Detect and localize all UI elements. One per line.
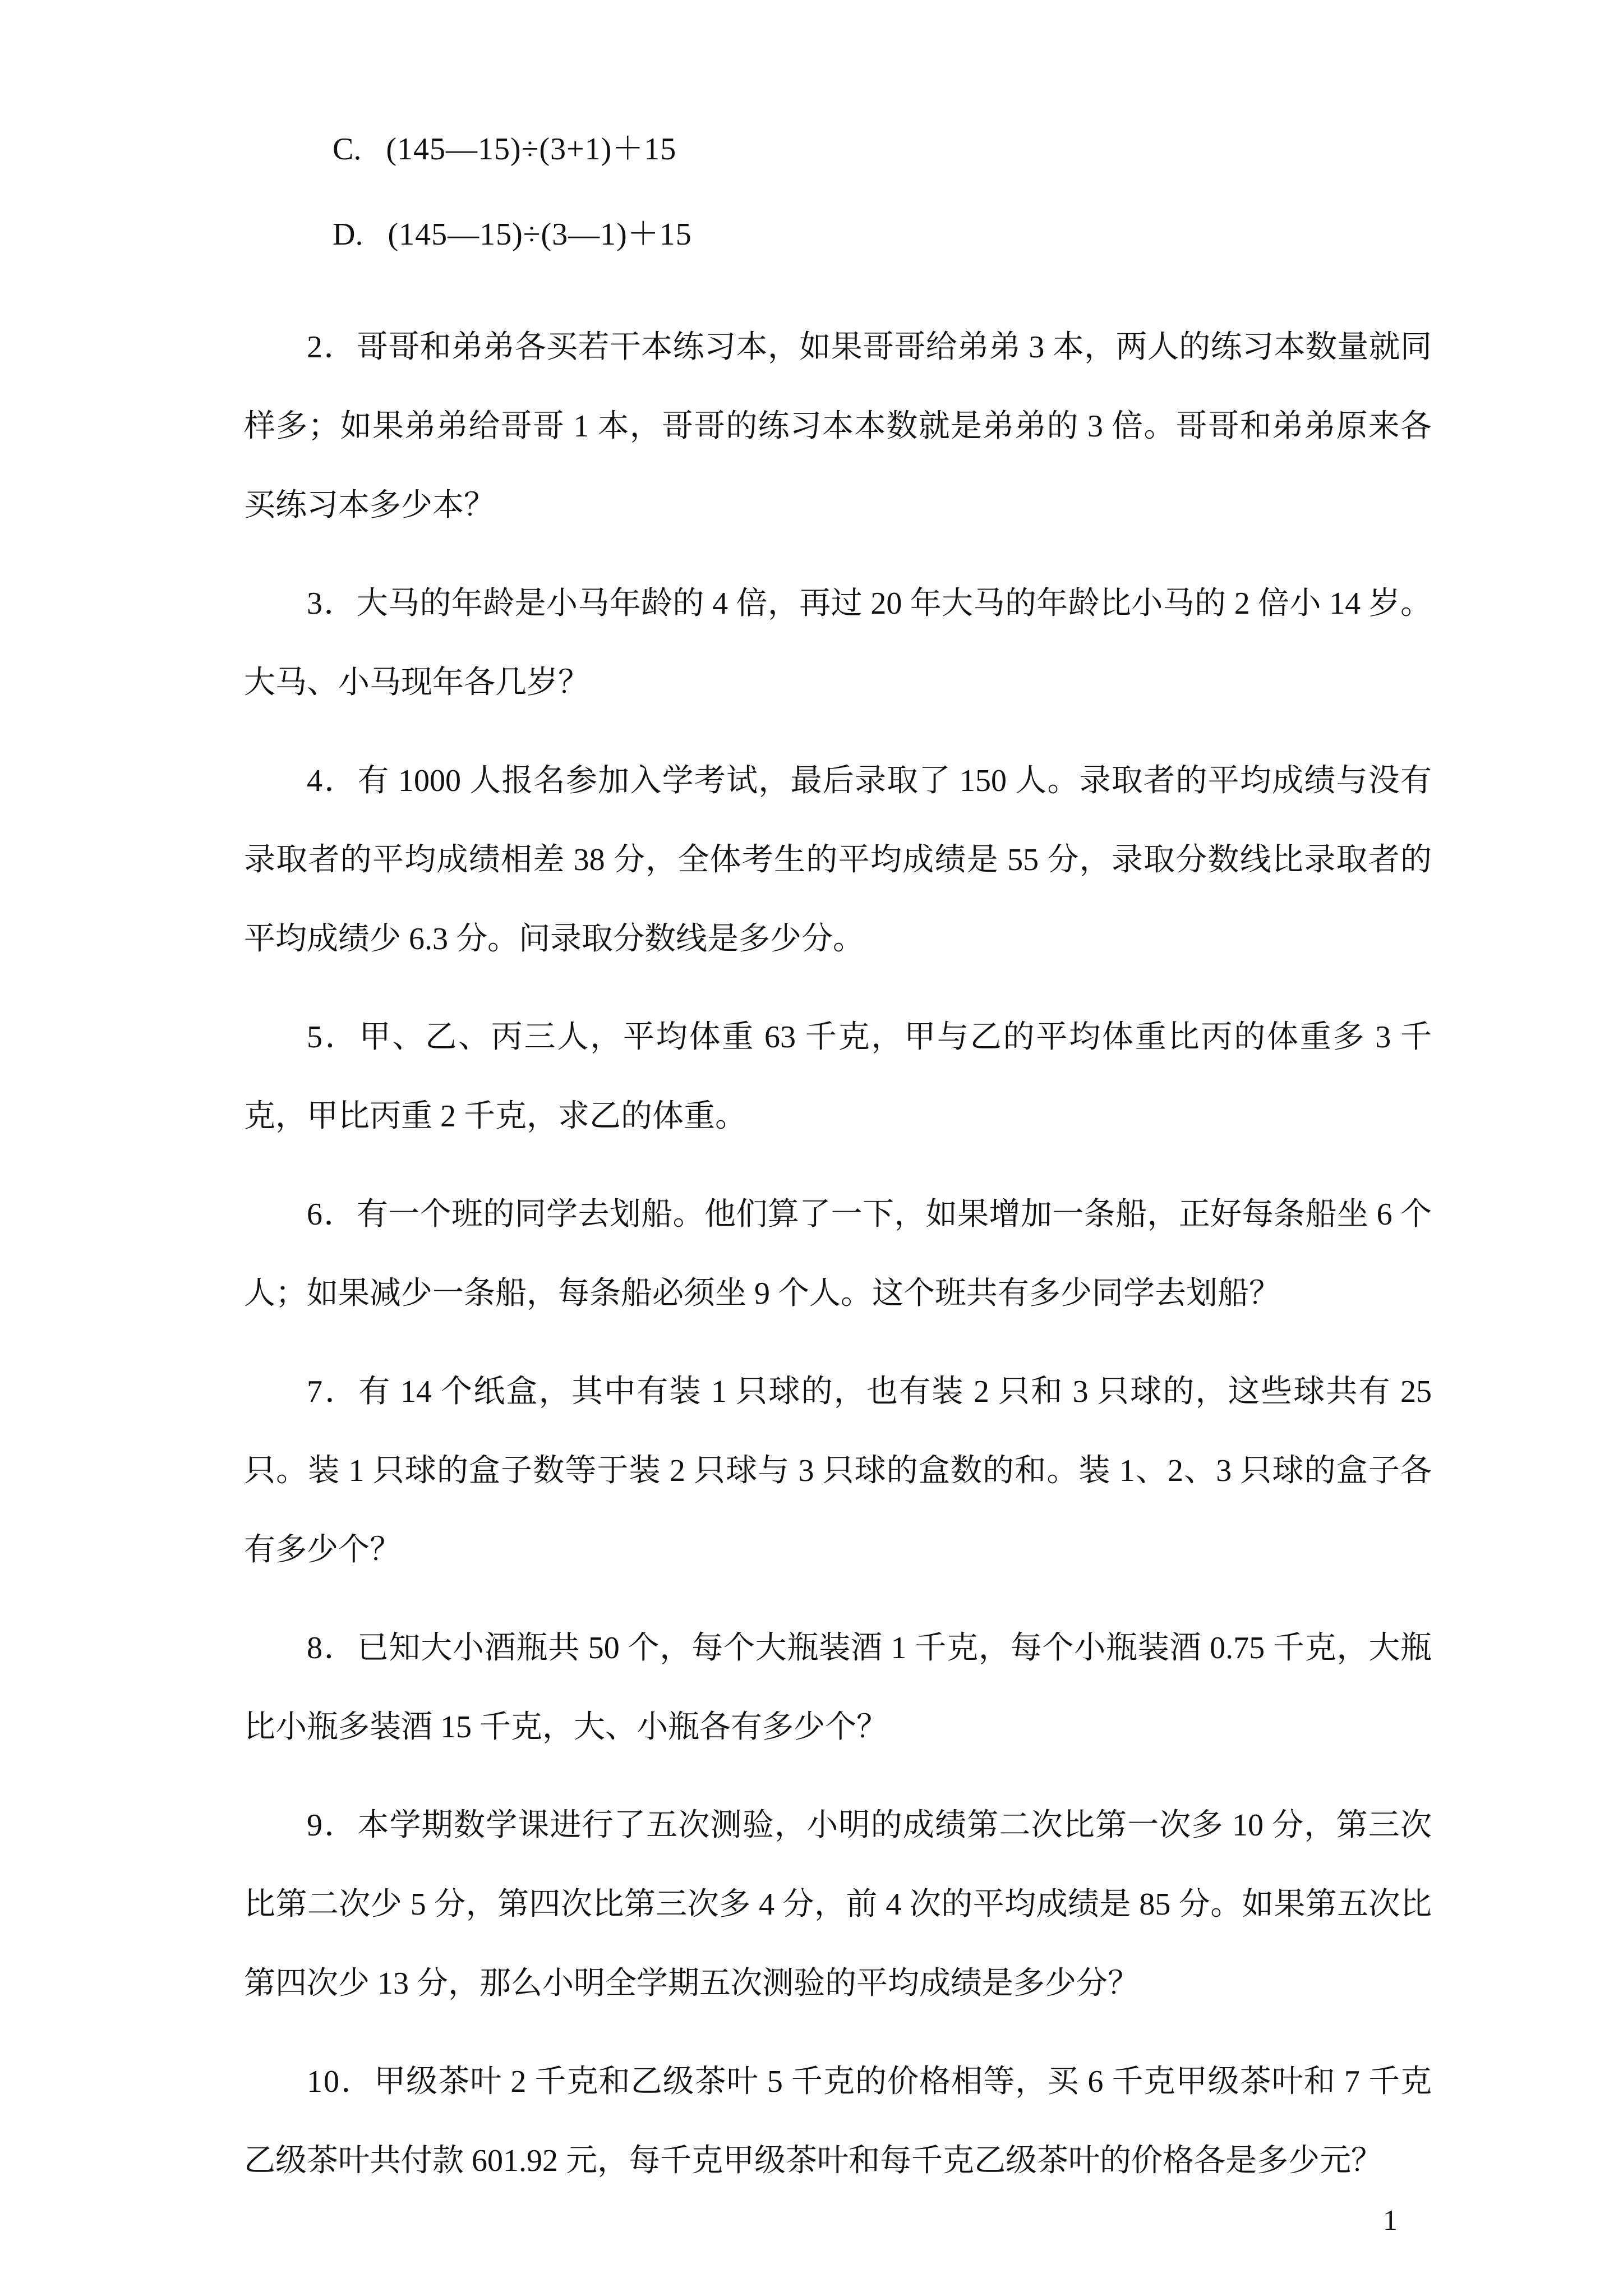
page-content bbox=[244, 107, 1432, 2220]
problem-paragraph bbox=[244, 1175, 1432, 1333]
problem-text: 大马的年龄是小马年龄的 4 倍，再过 20 年大马的年龄比小马的 2 倍小 14 岁。大马、小马现年各几岁？ bbox=[244, 586, 1432, 700]
problem-text: 本学期数学课进行了五次测验，小明的成绩第二次比第一次多 10 分，第三次比第二次少 5 分，第四次比第三次多 4 分，前 4 次的平均成绩是 85 分。如果第五次比第四次少 13 分，那么小明全学期五次测验的平均成绩是多少分？ bbox=[244, 1808, 1432, 2001]
problem-text: 甲级茶叶 2 千克和乙级茶叶 5 千克的价格相等，买 6 千克甲级茶叶和 7 千克乙级茶叶共付款 601.92 元，每千克甲级茶叶和每千克乙级茶叶的价格各是多少元？ bbox=[244, 2064, 1432, 2178]
problem-number: 5． bbox=[307, 1020, 359, 1055]
page-number: 1 bbox=[1383, 2205, 1398, 2237]
problem-paragraph bbox=[244, 998, 1432, 1156]
problem-number: 10． bbox=[307, 2064, 375, 2099]
problem-number: 2． bbox=[307, 330, 357, 365]
problem-text: 有一个班的同学去划船。他们算了一下，如果增加一条船，正好每条船坐 6 个人；如果减少一条船，每条船必须坐 9 个人。这个班共有多少同学去划船？ bbox=[244, 1197, 1432, 1311]
option-label: C. bbox=[333, 132, 362, 167]
problem-paragraph bbox=[244, 308, 1432, 545]
option-line bbox=[244, 107, 1432, 192]
option-list bbox=[244, 107, 1432, 277]
option-line bbox=[244, 192, 1432, 277]
problem-paragraph bbox=[244, 1786, 1432, 2023]
problem-number: 4． bbox=[307, 763, 358, 798]
problem-text: 哥哥和弟弟各买若干本练习本，如果哥哥给弟弟 3 本，两人的练习本数量就同样多；如果弟弟给哥哥 1 本，哥哥的练习本本数就是弟弟的 3 倍。哥哥和弟弟原来各买练习本多少本？ bbox=[244, 330, 1432, 523]
problem-paragraph bbox=[244, 742, 1432, 979]
problem-number: 6． bbox=[307, 1197, 357, 1232]
problem-text: 有 14 个纸盒，其中有装 1 只球的，也有装 2 只和 3 只球的，这些球共有 25 只。装 1 只球的盒子数等于装 2 只球与 3 只球的盒数的和。装 1、2、3 只球的盒子各有多少个？ bbox=[244, 1374, 1432, 1567]
problem-paragraph bbox=[244, 1609, 1432, 1767]
problem-text: 有 1000 人报名参加入学考试，最后录取了 150 人。录取者的平均成绩与没有录取者的平均成绩相差 38 分，全体考生的平均成绩是 55 分，录取分数线比录取者的平均成绩少 6.3 分。问录取分数线是多少分。 bbox=[244, 763, 1432, 956]
problem-text: 已知大小酒瓶共 50 个，每个大瓶装酒 1 千克，每个小瓶装酒 0.75 千克，大瓶比小瓶多装酒 15 千克，大、小瓶各有多少个？ bbox=[244, 1631, 1432, 1745]
problem-number: 7． bbox=[307, 1374, 359, 1409]
option-formula: (145—15)÷(3+1)＋15 bbox=[386, 132, 677, 167]
problem-list bbox=[244, 308, 1432, 2201]
option-label: D. bbox=[333, 217, 363, 252]
problem-paragraph bbox=[244, 1352, 1432, 1590]
option-formula: (145—15)÷(3—1)＋15 bbox=[388, 217, 692, 252]
problem-number: 9． bbox=[307, 1808, 358, 1843]
problem-text: 甲、乙、丙三人，平均体重 63 千克，甲与乙的平均体重比丙的体重多 3 千克，甲比丙重 2 千克，求乙的体重。 bbox=[244, 1020, 1432, 1134]
problem-paragraph bbox=[244, 2042, 1432, 2201]
problem-number: 3． bbox=[307, 586, 357, 621]
problem-paragraph bbox=[244, 564, 1432, 723]
problem-number: 8． bbox=[307, 1631, 357, 1665]
